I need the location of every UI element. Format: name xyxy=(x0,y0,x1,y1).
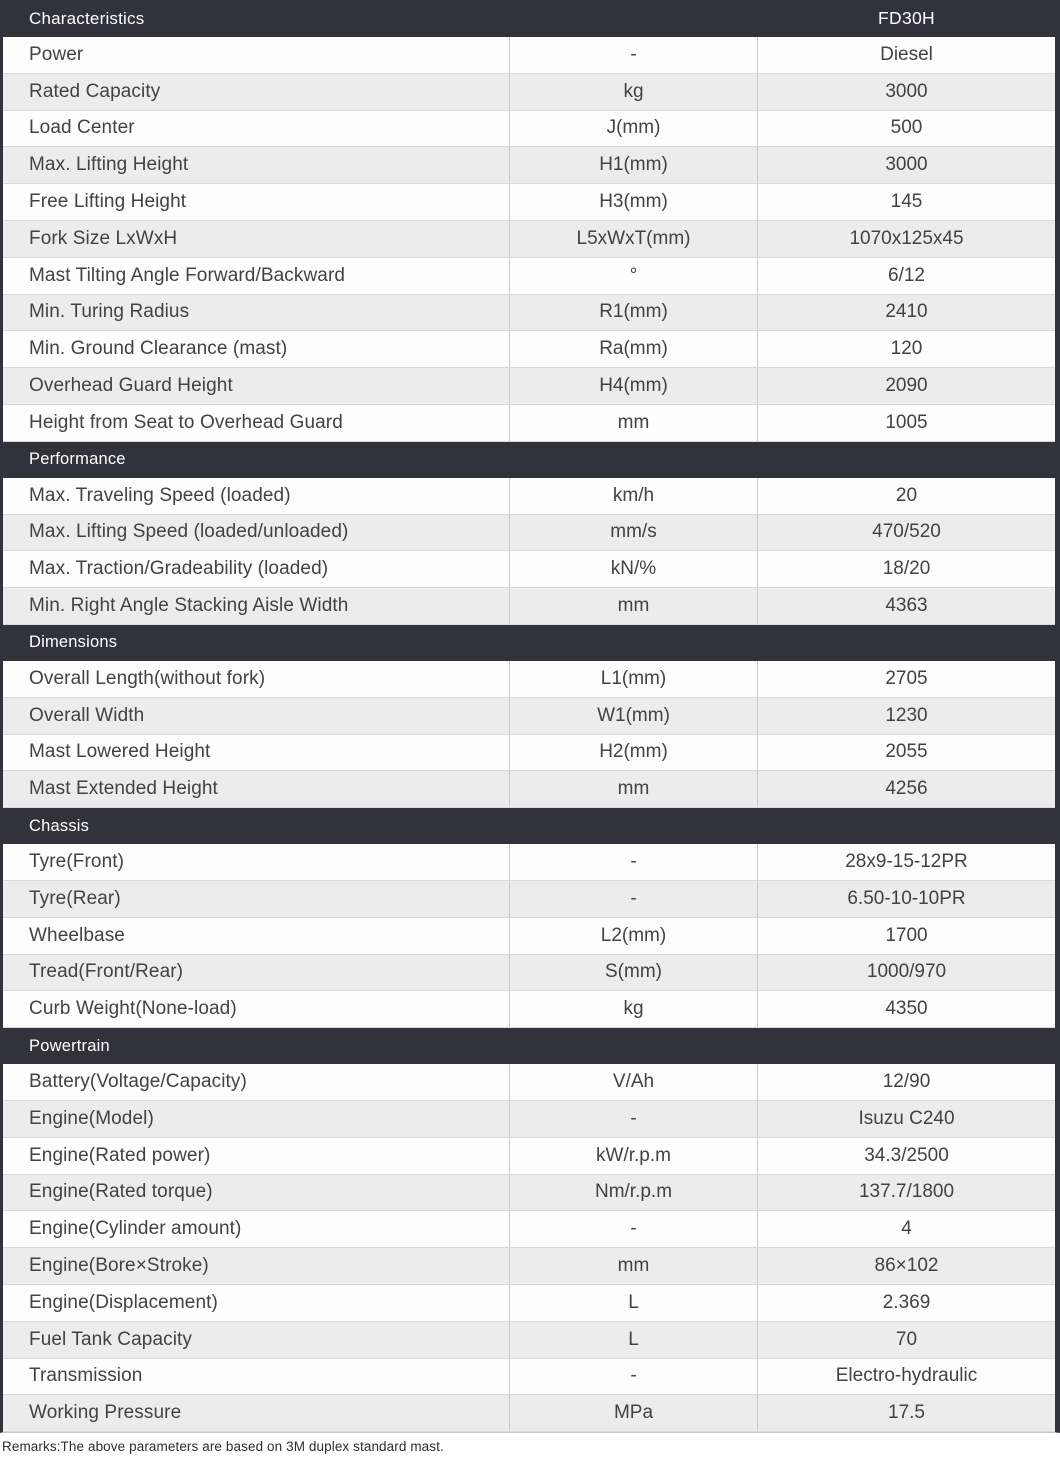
spec-row xyxy=(3,588,1055,625)
spec-unit: mm xyxy=(509,771,758,807)
spec-row xyxy=(3,147,1055,184)
spec-row xyxy=(3,1395,1055,1432)
spec-row xyxy=(3,1175,1055,1212)
spec-row xyxy=(3,111,1055,148)
spec-label: Rated Capacity xyxy=(29,80,161,102)
spec-label: Engine(Rated torque) xyxy=(29,1181,213,1203)
spec-label: Overall Length(without fork) xyxy=(29,667,266,689)
section-title: Performance xyxy=(29,450,126,469)
spec-unit: mm xyxy=(509,1248,758,1284)
spec-value: 4256 xyxy=(885,778,928,800)
spec-label: Mast Extended Height xyxy=(29,778,218,800)
spec-value: Diesel xyxy=(880,43,933,65)
spec-value: 17.5 xyxy=(888,1402,925,1424)
spec-value: 86×102 xyxy=(874,1255,939,1276)
spec-value: 500 xyxy=(890,117,923,139)
spec-value: 1230 xyxy=(885,704,928,726)
spec-unit: H3(mm) xyxy=(509,184,758,220)
spec-value: 4363 xyxy=(885,595,928,617)
table-body xyxy=(3,37,1055,1432)
spec-row xyxy=(3,184,1055,221)
spec-unit: L xyxy=(509,1285,758,1321)
spec-unit: kg xyxy=(509,991,758,1027)
spec-row xyxy=(3,515,1055,552)
spec-label: Overhead Guard Height xyxy=(29,375,233,397)
spec-unit: L5xWxT(mm) xyxy=(509,221,758,257)
spec-value: 3000 xyxy=(885,154,928,176)
spec-unit: R1(mm) xyxy=(509,295,758,331)
spec-label: Mast Tilting Angle Forward/Backward xyxy=(29,264,346,286)
spec-value: 145 xyxy=(890,191,923,213)
spec-label: Height from Seat to Overhead Guard xyxy=(29,411,343,433)
spec-value: 20 xyxy=(895,484,918,506)
spec-label: Tyre(Front) xyxy=(29,851,125,873)
spec-unit: H2(mm) xyxy=(509,735,758,771)
spec-value: 6.50-10-10PR xyxy=(847,887,966,909)
spec-value: 120 xyxy=(890,338,923,360)
spec-unit: ° xyxy=(509,258,758,294)
spec-unit: J(mm) xyxy=(509,111,758,147)
spec-row xyxy=(3,1248,1055,1285)
section-title: Dimensions xyxy=(29,633,118,652)
spec-row xyxy=(3,1359,1055,1396)
spec-value: 6/12 xyxy=(888,264,925,286)
spec-row xyxy=(3,955,1055,992)
spec-unit: L1(mm) xyxy=(509,661,758,697)
spec-label: Fuel Tank Capacity xyxy=(29,1328,193,1350)
spec-value: 1000/970 xyxy=(866,961,947,983)
spec-label: Overall Width xyxy=(29,704,145,726)
spec-value: Electro-hydraulic xyxy=(835,1365,978,1387)
spec-unit: - xyxy=(509,1101,758,1137)
spec-row xyxy=(3,551,1055,588)
spec-value: 4 xyxy=(901,1218,912,1240)
spec-label: Engine(Model) xyxy=(29,1107,154,1129)
spec-label: Tyre(Rear) xyxy=(29,887,121,909)
spec-label: Mast Lowered Height xyxy=(29,741,211,763)
spec-label: Power xyxy=(29,43,84,65)
spec-unit: kW/r.p.m xyxy=(509,1138,758,1174)
spec-row xyxy=(3,1211,1055,1248)
spec-unit: MPa xyxy=(509,1395,758,1431)
spec-unit: mm xyxy=(509,588,758,624)
spec-unit: L2(mm) xyxy=(509,918,758,954)
spec-unit: - xyxy=(509,844,758,880)
spec-row xyxy=(3,1064,1055,1101)
section-title: Powertrain xyxy=(29,1036,110,1055)
header-model-label: FD30H xyxy=(878,8,935,28)
spec-row xyxy=(3,258,1055,295)
spec-label: Engine(Displacement) xyxy=(29,1291,218,1313)
spec-row xyxy=(3,771,1055,808)
section-header xyxy=(3,1028,1055,1064)
header-characteristics-label: Characteristics xyxy=(29,8,145,28)
spec-label: Max. Traction/Gradeability (loaded) xyxy=(29,558,329,580)
spec-value: 18/20 xyxy=(882,558,931,580)
spec-row xyxy=(3,74,1055,111)
spec-value: 2.369 xyxy=(882,1291,931,1313)
spec-value: 2410 xyxy=(885,301,928,323)
spec-row xyxy=(3,221,1055,258)
spec-unit: V/Ah xyxy=(509,1064,758,1100)
spec-label: Tread(Front/Rear) xyxy=(29,961,184,983)
spec-label: Max. Traveling Speed (loaded) xyxy=(29,484,291,506)
spec-label: Battery(Voltage/Capacity) xyxy=(29,1071,247,1093)
section-header xyxy=(3,625,1055,661)
spec-value: 470/520 xyxy=(872,521,941,543)
spec-unit: W1(mm) xyxy=(509,698,758,734)
spec-value: 1005 xyxy=(885,411,928,433)
spec-label: Max. Lifting Speed (loaded/unloaded) xyxy=(29,521,349,543)
spec-row xyxy=(3,1285,1055,1322)
spec-value: 1070x125x45 xyxy=(849,227,964,249)
spec-label: Working Pressure xyxy=(29,1402,182,1424)
spec-value: 2055 xyxy=(885,741,928,763)
spec-value: Isuzu C240 xyxy=(858,1107,955,1129)
spec-value: 137.7/1800 xyxy=(858,1181,955,1203)
spec-label: Engine(Rated power) xyxy=(29,1144,211,1166)
spec-row xyxy=(3,295,1055,332)
spec-row xyxy=(3,698,1055,735)
spec-label: Curb Weight(None-load) xyxy=(29,998,237,1020)
spec-label: Min. Right Angle Stacking Aisle Width xyxy=(29,595,349,617)
spec-value: 34.3/2500 xyxy=(864,1144,949,1166)
spec-unit: - xyxy=(509,1359,758,1395)
spec-row xyxy=(3,661,1055,698)
remarks-text: Remarks:The above parameters are based on 3M duplex standard mast. xyxy=(2,1439,444,1455)
spec-label: Max. Lifting Height xyxy=(29,154,189,176)
spec-unit: L xyxy=(509,1322,758,1358)
spec-unit: - xyxy=(509,881,758,917)
spec-value: 12/90 xyxy=(882,1071,931,1093)
spec-value: 3000 xyxy=(885,80,928,102)
spec-label: Fork Size LxWxH xyxy=(29,227,178,249)
spec-value: 2705 xyxy=(885,667,928,689)
spec-row xyxy=(3,881,1055,918)
spec-row xyxy=(3,37,1055,74)
spec-row xyxy=(3,1322,1055,1359)
section-header xyxy=(3,442,1055,478)
spec-unit: mm xyxy=(509,405,758,441)
spec-row xyxy=(3,1101,1055,1138)
spec-row xyxy=(3,735,1055,772)
spec-unit: kg xyxy=(509,74,758,110)
spec-row xyxy=(3,478,1055,515)
spec-row xyxy=(3,1138,1055,1175)
spec-label: Wheelbase xyxy=(29,924,125,946)
spec-unit: H4(mm) xyxy=(509,368,758,404)
spec-value: 2090 xyxy=(885,375,928,397)
spec-unit: - xyxy=(509,37,758,73)
section-title: Chassis xyxy=(29,816,90,835)
spec-value: 1700 xyxy=(885,924,928,946)
spec-label: Load Center xyxy=(29,117,135,139)
spec-row xyxy=(3,405,1055,442)
spec-unit: H1(mm) xyxy=(509,147,758,183)
spec-label: Transmission xyxy=(29,1365,143,1387)
spec-unit: S(mm) xyxy=(509,955,758,991)
table-header xyxy=(3,0,1055,37)
spec-unit: kN/% xyxy=(509,551,758,587)
spec-unit: mm/s xyxy=(509,515,758,551)
spec-unit: km/h xyxy=(509,478,758,514)
spec-row xyxy=(3,844,1055,881)
spec-row xyxy=(3,918,1055,955)
spec-unit: Nm/r.p.m xyxy=(509,1175,758,1211)
spec-row xyxy=(3,368,1055,405)
spec-unit: Ra(mm) xyxy=(509,331,758,367)
spec-label: Engine(Cylinder amount) xyxy=(29,1218,242,1240)
spec-row xyxy=(3,991,1055,1028)
section-header xyxy=(3,808,1055,844)
spec-value: 70 xyxy=(895,1328,918,1350)
spec-value: 28x9-15-12PR xyxy=(845,851,968,873)
spec-row xyxy=(3,331,1055,368)
spec-label: Min. Turing Radius xyxy=(29,301,190,323)
spec-value: 4350 xyxy=(885,998,928,1020)
spec-unit: - xyxy=(509,1211,758,1247)
spec-label: Engine(Bore×Stroke) xyxy=(29,1255,209,1276)
spec-label: Free Lifting Height xyxy=(29,191,187,213)
spec-label: Min. Ground Clearance (mast) xyxy=(29,338,288,360)
